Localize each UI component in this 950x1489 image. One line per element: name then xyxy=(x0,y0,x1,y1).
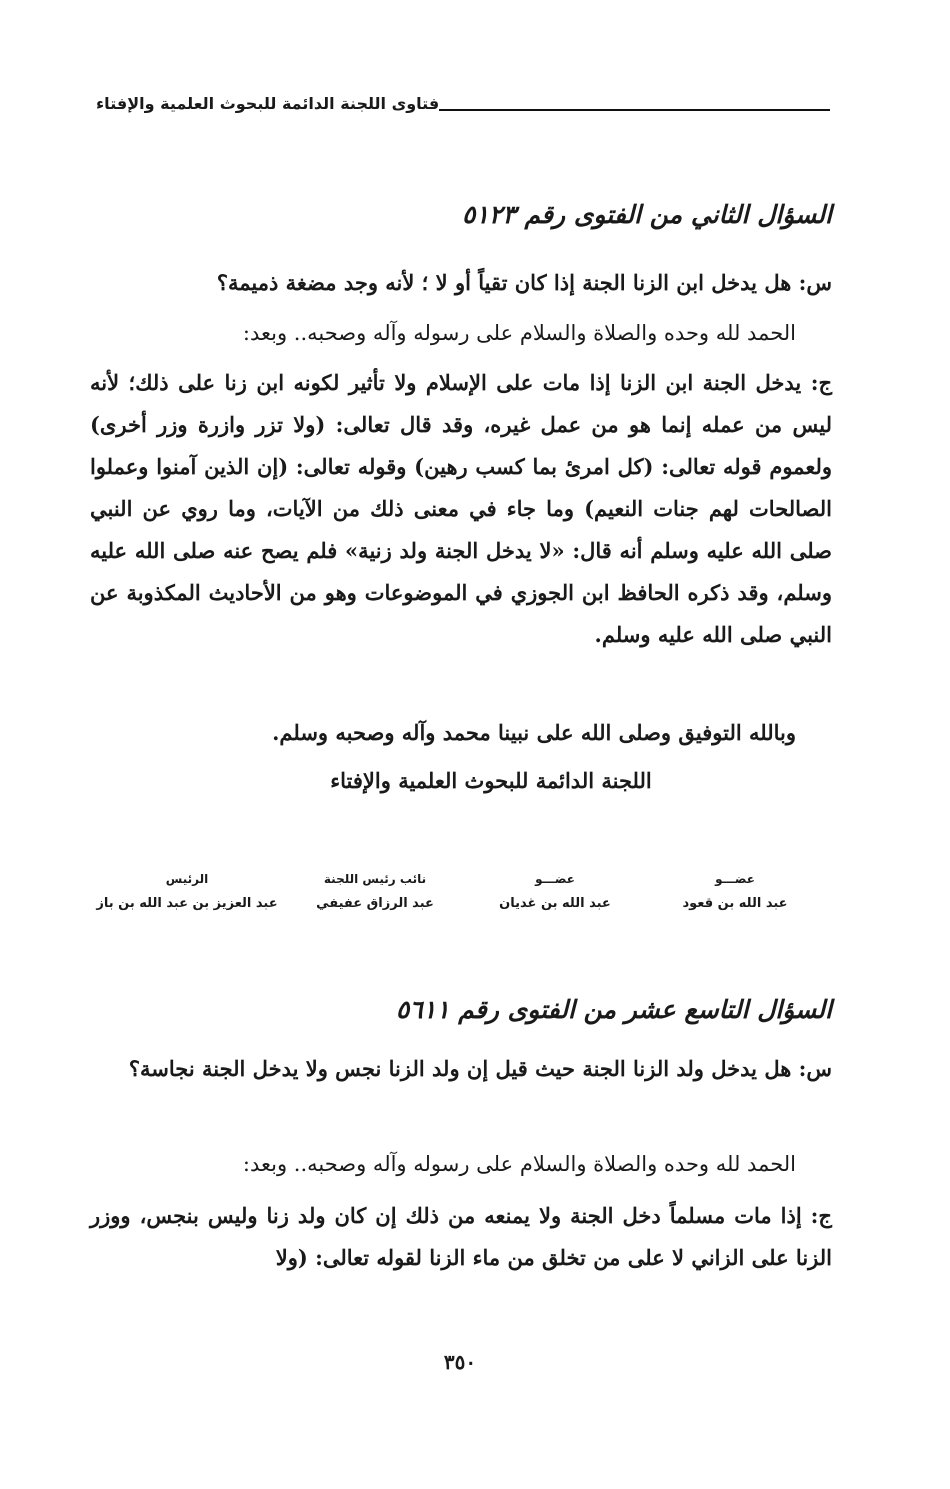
header-rule xyxy=(439,109,830,111)
signature-member-1 xyxy=(640,868,830,918)
signature-name: عبد الرزاق عفيفي xyxy=(316,896,434,911)
committee-name: اللجنة الدائمة للبحوث العلمية والإفتاء xyxy=(330,768,652,793)
question-1-answer: ج: يدخل الجنة ابن الزنا إذا مات على الإسلام ولا تأثير لكونه ابن زنا على ذلك؛ لأنه ليس من عمله إنما هو من عمل غيره، وقد قال تعالى: (ولا تزر وازرة وزر أخرى) ولعموم قوله تعالى: (كل امرئ بما كسب رهين) وقوله تعالى: (إن الذين آمنوا وعملوا الصالحات لهم جنات النعيم) وما جاء في معنى ذلك من الآيات، وما روي عن النبي صلى الله عليه وسلم أنه قال: «لا يدخل الجنة ولد زنية» فلم يصح عنه صلى الله عليه وسلم، وقد ذكره الحافظ ابن الجوزي في الموضوعات وهو من الأحاديث المكذوبة عن النبي صلى الله عليه وسلم. xyxy=(90,370,832,647)
question-2-answer: ج: إذا مات مسلماً دخل الجنة ولا يمنعه من ذلك إن كان ولد زنا وليس بنجس، ووزر الزنا على الزاني لا على من تخلق من ماء الزنا لقوله تعالى: (ولا xyxy=(90,1203,832,1270)
question-2-title: السؤال التاسع عشر من الفتوى رقم ٥٦١١ xyxy=(395,995,832,1024)
signature-name: عبد الله بن غديان xyxy=(499,896,611,911)
question-1-text: س: هل يدخل ابن الزنا الجنة إذا كان تقياً أو لا ؛ لأنه وجد مضغة ذميمة؟ xyxy=(216,270,832,295)
question-1-praise: الحمد لله وحده والصلاة والسلام على رسوله وآله وصحبه.. وبعد: xyxy=(242,321,796,345)
page-number: ٣٥٠ xyxy=(443,1350,477,1374)
question-1-closing: وبالله التوفيق وصلى الله على نبينا محمد وآله وصحبه وسلم. xyxy=(272,720,796,745)
signature-member-2 xyxy=(460,868,650,918)
signature-role: عضـــو xyxy=(715,872,755,886)
signature-role: عضـــو xyxy=(535,872,575,886)
signature-role: الرئيس xyxy=(165,872,209,886)
signature-vice-chair xyxy=(280,868,470,918)
question-2-text: س: هل يدخل ولد الزنا الجنة حيث قيل إن ولد الزنا نجس ولا يدخل الجنة نجاسة؟ xyxy=(128,1056,832,1081)
signature-name: عبد العزيز بن عبد الله بن باز xyxy=(96,896,278,911)
running-header xyxy=(90,88,830,118)
signature-role: نائب رئيس اللجنة xyxy=(323,872,427,886)
question-2-praise: الحمد لله وحده والصلاة والسلام على رسوله وآله وصحبه.. وبعد: xyxy=(242,1152,796,1176)
signature-name: عبد الله بن قعود xyxy=(682,896,788,911)
header-title: فتاوى اللجنة الدائمة للبحوث العلمية والإفتاء xyxy=(96,93,440,113)
question-1-title: السؤال الثاني من الفتوى رقم ٥١٢٣ xyxy=(462,200,832,229)
signatures xyxy=(90,868,830,938)
signature-chair xyxy=(92,868,282,918)
